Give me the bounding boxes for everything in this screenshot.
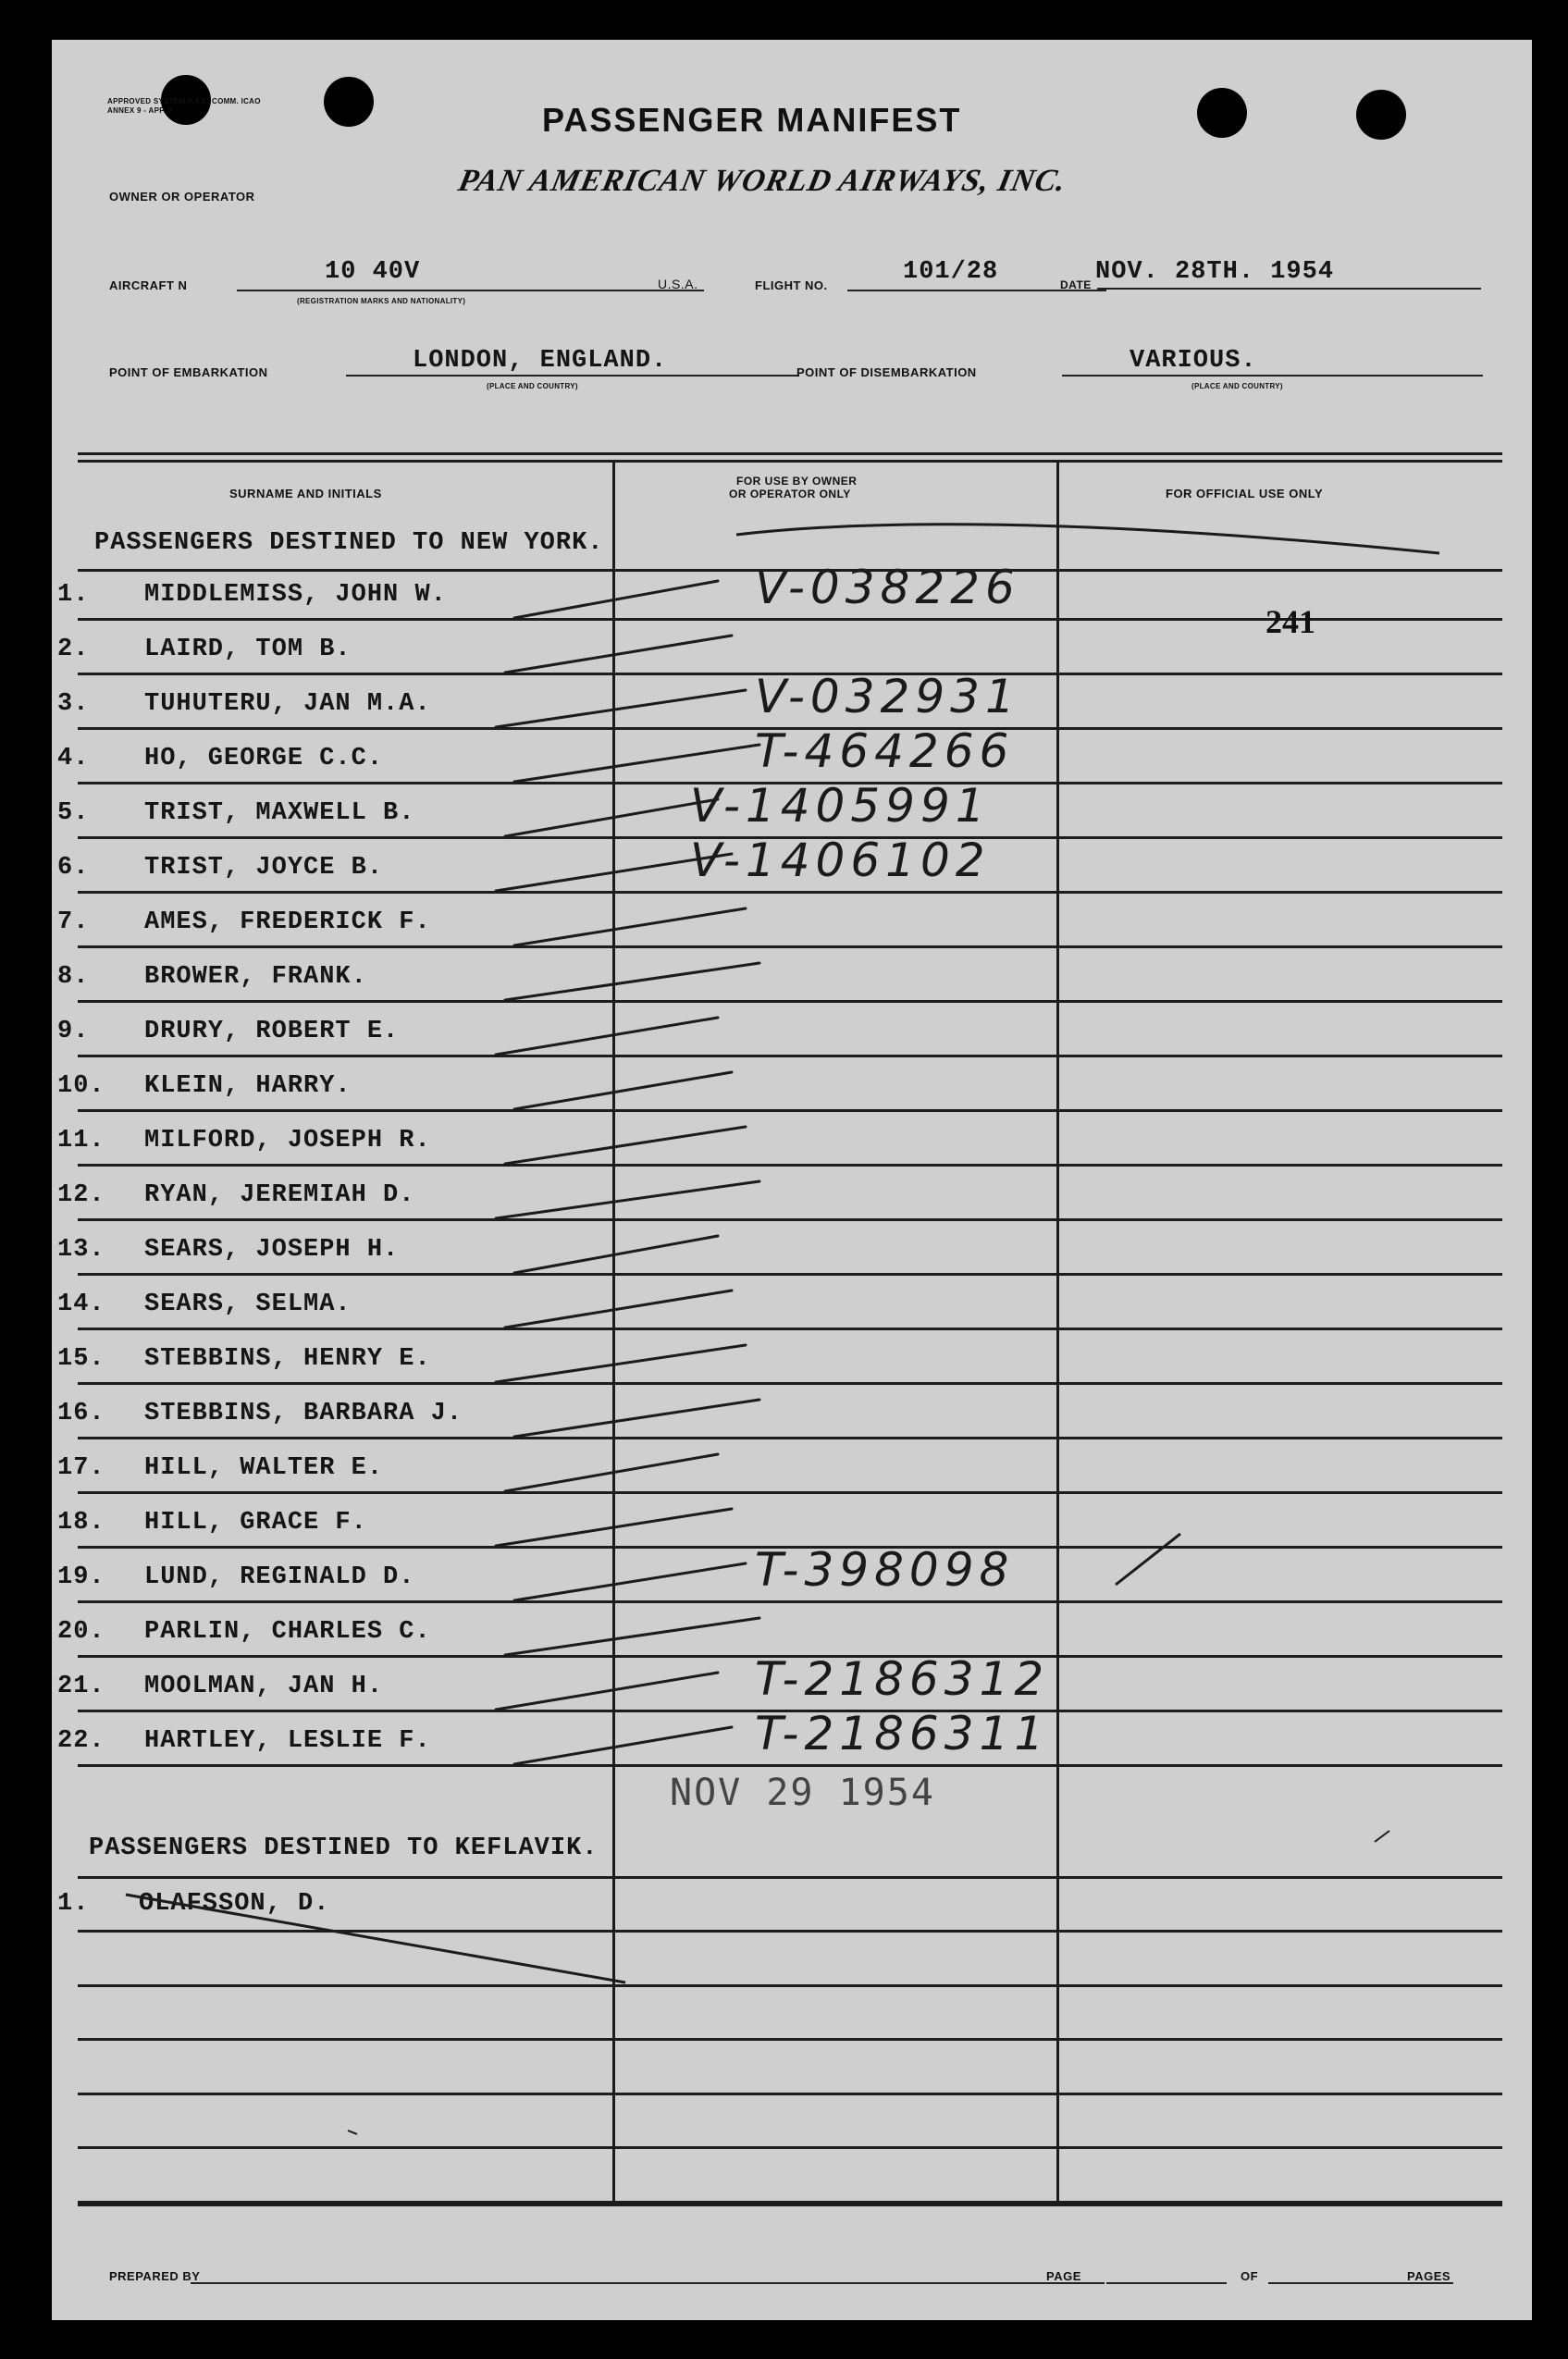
check-mark [496,854,732,891]
check-mark [496,1018,718,1055]
pages-label: PAGES [1407,2269,1451,2283]
check-mark [514,581,718,618]
check-mark [505,1454,718,1491]
ticket-number: V-038226 [755,561,1020,614]
passenger-name: SEARS, JOSEPH H. [144,1236,400,1264]
passenger-number: 2. [57,636,90,663]
check-mark [514,745,759,782]
embarkation-sublabel: (PLACE AND COUNTRY) [487,382,578,390]
official-number: 241 [1266,603,1315,640]
column-header-owner-1: FOR USE BY OWNER [736,475,858,488]
flight-value: 101/28 [903,258,999,286]
ticket-number: T-2186311 [755,1707,1050,1760]
check-mark [514,1236,718,1273]
ticket-number: T-398098 [755,1543,1015,1597]
passenger-number: 14. [57,1291,105,1318]
passenger-name: MOOLMAN, JAN H. [144,1673,384,1700]
passenger-number: 11. [57,1127,105,1155]
passenger-number: 6. [57,854,90,882]
page-title: PASSENGER MANIFEST [542,101,962,139]
passenger-number: 3. [57,690,90,718]
passenger-name: TRIST, JOYCE B. [144,854,384,882]
check-mark [514,908,746,945]
passenger-number: 13. [57,1236,105,1264]
aircraft-label: AIRCRAFT N [109,278,188,292]
passenger-number: 7. [57,908,90,936]
passenger-number: 22. [57,1727,105,1755]
passenger-name: OLAFSSON, D. [139,1890,330,1918]
passenger-name: STEBBINS, HENRY E. [144,1345,431,1373]
check-mark [496,1181,759,1218]
passenger-number: 15. [57,1345,105,1373]
check-mark [505,799,718,836]
ticket-number: V-032931 [755,670,1020,723]
disembarkation-sublabel: (PLACE AND COUNTRY) [1191,382,1283,390]
passenger-name: HILL, WALTER E. [144,1454,384,1482]
passenger-number: 10. [57,1072,105,1100]
check-mark [514,1072,732,1109]
passenger-number: 4. [57,745,90,772]
check-mark [505,963,759,1000]
company-name: PAN AMERICAN WORLD AIRWAYS, INC. [455,164,1070,198]
ticket-number: T-2186312 [755,1652,1050,1706]
passenger-name: KLEIN, HARRY. [144,1072,352,1100]
check-mark [505,1618,759,1655]
column-header-owner-2: OR OPERATOR ONLY [729,488,851,500]
passenger-name: MIDDLEMISS, JOHN W. [144,581,447,609]
check-mark [505,1291,732,1328]
passenger-number: 19. [57,1563,105,1591]
passenger-name: TRIST, MAXWELL B. [144,799,415,827]
passenger-number: 18. [57,1509,105,1537]
passenger-name: DRURY, ROBERT E. [144,1018,400,1045]
column-header-surname: SURNAME AND INITIALS [229,487,382,500]
passenger-name: RYAN, JEREMIAH D. [144,1181,415,1209]
passenger-number: 9. [57,1018,90,1045]
passenger-name: STEBBINS, BARBARA J. [144,1400,463,1427]
check-mark [505,1127,746,1164]
passenger-number: 5. [57,799,90,827]
passenger-name: SEARS, SELMA. [144,1291,352,1318]
embarkation-label: POINT OF EMBARKATION [109,365,268,379]
check-mark [496,1673,718,1710]
approval-text: APPROVED SYSTEM P.A.L. COMM. ICAO ANNEX 9 - APP. 2 [107,97,261,115]
passenger-name: HARTLEY, LESLIE F. [144,1727,431,1755]
page-label: PAGE [1046,2269,1081,2283]
passenger-number: 1. [57,1890,90,1918]
prepared-by-label: PREPARED BY [109,2269,201,2283]
date-label: DATE [1060,278,1092,291]
group-header-new-york: PASSENGERS DESTINED TO NEW YORK. [94,529,604,557]
check-mark [514,1563,746,1600]
date-stamp: NOV 29 1954 [670,1772,935,1814]
check-mark [496,1509,732,1546]
disembarkation-value: VARIOUS. [1130,347,1257,375]
check-mark [496,1345,746,1382]
passenger-name: MILFORD, JOSEPH R. [144,1127,431,1155]
check-mark [514,1400,759,1437]
passenger-name: HO, GEORGE C.C. [144,745,384,772]
passenger-number: 16. [57,1400,105,1427]
passenger-name: PARLIN, CHARLES C. [144,1618,431,1646]
manifest-sheet [52,40,1532,2320]
owner-label: OWNER OR OPERATOR [109,190,255,204]
passenger-number: 1. [57,581,90,609]
flight-label: FLIGHT NO. [755,278,828,292]
usa-label: U.S.A. [658,277,698,291]
passenger-name: BROWER, FRANK. [144,963,367,991]
passenger-number: 20. [57,1618,105,1646]
passenger-name: LUND, REGINALD D. [144,1563,415,1591]
pen-marks [52,40,1532,2320]
ticket-number: V-1406102 [690,834,991,887]
passenger-number: 12. [57,1181,105,1209]
passenger-number: 8. [57,963,90,991]
ticket-number: T-464266 [755,724,1015,778]
check-mark [514,1727,732,1764]
date-value: NOV. 28TH. 1954 [1095,258,1335,286]
passenger-name: AMES, FREDERICK F. [144,908,431,936]
check-mark [496,690,746,727]
ticket-number: V-1405991 [690,779,991,833]
passenger-name: LAIRD, TOM B. [144,636,352,663]
disembarkation-label: POINT OF DISEMBARKATION [796,365,977,379]
embarkation-value: LONDON, ENGLAND. [413,347,668,375]
passenger-number: 17. [57,1454,105,1482]
column-header-official: FOR OFFICIAL USE ONLY [1166,487,1324,500]
aircraft-sublabel: (REGISTRATION MARKS AND NATIONALITY) [297,297,466,305]
passenger-name: HILL, GRACE F. [144,1509,367,1537]
passenger-name: TUHUTERU, JAN M.A. [144,690,431,718]
check-mark [505,636,732,673]
of-label: OF [1241,2269,1259,2283]
group-header-keflavik: PASSENGERS DESTINED TO KEFLAVIK. [89,1834,599,1862]
passenger-number: 21. [57,1673,105,1700]
aircraft-value: 10 40V [325,258,421,286]
